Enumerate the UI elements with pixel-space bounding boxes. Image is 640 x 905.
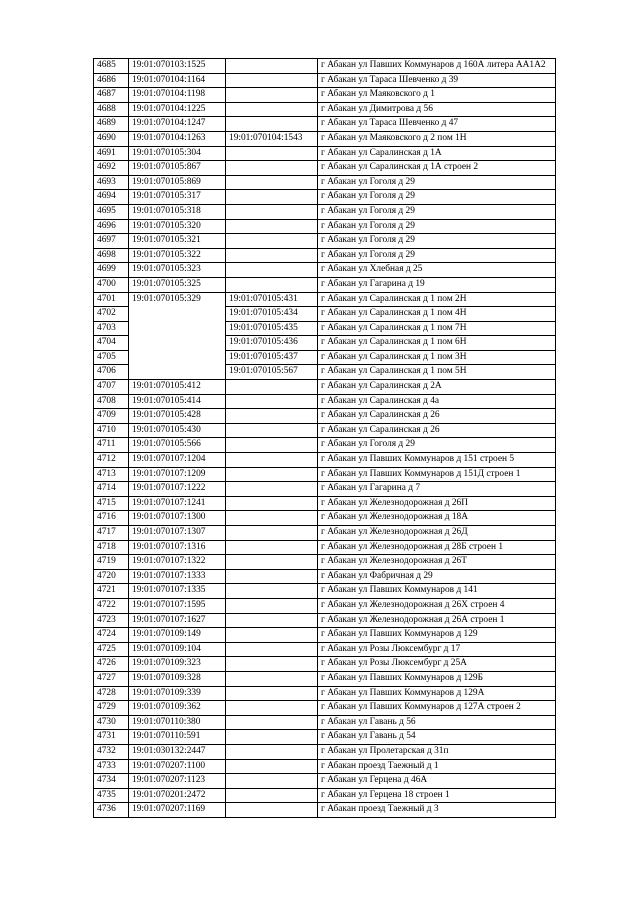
row-number: 4730: [94, 715, 129, 730]
address: г Абакан ул Тараса Шевченко д 39: [318, 73, 556, 88]
row-number: 4701: [94, 292, 129, 307]
premises-cadastral-number: [226, 219, 318, 234]
cadastral-number: 19:01:070110:380: [129, 715, 226, 730]
address: г Абакан ул Железнодорожная д 26Д: [318, 526, 556, 541]
cadastral-number: 19:01:070104:1225: [129, 102, 226, 117]
cadastral-number: 19:01:070105:867: [129, 161, 226, 176]
row-number: 4713: [94, 467, 129, 482]
address: г Абакан ул Гагарина д 19: [318, 277, 556, 292]
row-number: 4690: [94, 131, 129, 146]
cadastral-number: 19:01:030132:2447: [129, 744, 226, 759]
address: г Абакан ул Саралинская д 1 пом 3Н: [318, 350, 556, 365]
row-number: 4702: [94, 307, 129, 322]
table-row: [94, 628, 556, 643]
address: г Абакан ул Гавань д 54: [318, 730, 556, 745]
row-number: 4687: [94, 88, 129, 103]
premises-cadastral-number: [226, 642, 318, 657]
address: г Абакан ул Димитрова д 56: [318, 102, 556, 117]
table-row: [94, 701, 556, 716]
row-number: 4699: [94, 263, 129, 278]
premises-cadastral-number: [226, 277, 318, 292]
table-row: [94, 496, 556, 511]
row-number: 4710: [94, 423, 129, 438]
address: г Абакан ул Железнодорожная д 26А строен 1: [318, 613, 556, 628]
premises-cadastral-number: [226, 59, 318, 74]
premises-cadastral-number: [226, 409, 318, 424]
premises-cadastral-number: [226, 190, 318, 205]
row-number: 4718: [94, 540, 129, 555]
address: г Абакан ул Павших Коммунаров д 127А строен 2: [318, 701, 556, 716]
cadastral-number: 19:01:070105:320: [129, 219, 226, 234]
cadastral-number: 19:01:070107:1627: [129, 613, 226, 628]
address: г Абакан ул Гоголя д 29: [318, 219, 556, 234]
row-number: 4703: [94, 321, 129, 336]
premises-cadastral-number: [226, 788, 318, 803]
cadastral-number: 19:01:070107:1241: [129, 496, 226, 511]
cadastral-number: 19:01:070105:414: [129, 394, 226, 409]
address: г Абакан ул Павших Коммунаров д 129Б: [318, 671, 556, 686]
address: г Абакан ул Железнодорожная д 18А: [318, 511, 556, 526]
cadastral-number: 19:01:070104:1198: [129, 88, 226, 103]
cadastral-number: 19:01:070107:1322: [129, 555, 226, 570]
cadastral-number: 19:01:070107:1222: [129, 482, 226, 497]
premises-cadastral-number: [226, 555, 318, 570]
premises-cadastral-number: [226, 146, 318, 161]
premises-cadastral-number: [226, 482, 318, 497]
row-number: 4735: [94, 788, 129, 803]
premises-cadastral-number: 19:01:070105:437: [226, 350, 318, 365]
premises-cadastral-number: [226, 540, 318, 555]
address: г Абакан ул Герцена 18 строен 1: [318, 788, 556, 803]
table-row: [94, 467, 556, 482]
address: г Абакан проезд Таежный д 3: [318, 803, 556, 818]
row-number: 4704: [94, 336, 129, 351]
row-number: 4723: [94, 613, 129, 628]
cadastral-number: 19:01:070105:317: [129, 190, 226, 205]
cadastral-number: 19:01:070107:1204: [129, 453, 226, 468]
premises-cadastral-number: [226, 263, 318, 278]
row-number: 4696: [94, 219, 129, 234]
row-number: 4706: [94, 365, 129, 380]
address: г Абакан ул Саралинская д 1 пом 6Н: [318, 336, 556, 351]
table-row: [94, 438, 556, 453]
premises-cadastral-number: [226, 526, 318, 541]
premises-cadastral-number: [226, 511, 318, 526]
address: г Абакан ул Гоголя д 29: [318, 248, 556, 263]
table-row: [94, 569, 556, 584]
address: г Абакан ул Саралинская д 4а: [318, 394, 556, 409]
table-row: [94, 204, 556, 219]
table-row: [94, 511, 556, 526]
cadastral-number: 19:01:070103:1525: [129, 59, 226, 74]
address: г Абакан ул Саралинская д 1 пом 7Н: [318, 321, 556, 336]
row-number: 4711: [94, 438, 129, 453]
address: г Абакан ул Тараса Шевченко д 47: [318, 117, 556, 132]
table-row: [94, 409, 556, 424]
address: г Абакан ул Розы Люксембург д 17: [318, 642, 556, 657]
premises-cadastral-number: [226, 453, 318, 468]
premises-cadastral-number: 19:01:070105:567: [226, 365, 318, 380]
cadastral-number: 19:01:070105:329: [129, 292, 226, 380]
table-row: [94, 263, 556, 278]
address: г Абакан ул Гоголя д 29: [318, 190, 556, 205]
table-row: [94, 59, 556, 74]
cadastral-number: 19:01:070109:149: [129, 628, 226, 643]
cadastral-number: 19:01:070109:339: [129, 686, 226, 701]
table-row: [94, 584, 556, 599]
premises-cadastral-number: [226, 102, 318, 117]
premises-cadastral-number: 19:01:070105:431: [226, 292, 318, 307]
address: г Абакан ул Железнодорожная д 26Х строен 4: [318, 598, 556, 613]
premises-cadastral-number: [226, 423, 318, 438]
table-row: [94, 248, 556, 263]
cadastral-number: 19:01:070105:325: [129, 277, 226, 292]
row-number: 4726: [94, 657, 129, 672]
address: г Абакан ул Пролетарская д 31п: [318, 744, 556, 759]
cadastral-number: 19:01:070105:322: [129, 248, 226, 263]
cadastral-number: 19:01:070201:2472: [129, 788, 226, 803]
row-number: 4734: [94, 774, 129, 789]
row-number: 4686: [94, 73, 129, 88]
row-number: 4717: [94, 526, 129, 541]
table-row: [94, 526, 556, 541]
table-row: [94, 803, 556, 818]
row-number: 4709: [94, 409, 129, 424]
table-row: [94, 234, 556, 249]
premises-cadastral-number: [226, 496, 318, 511]
row-number: 4720: [94, 569, 129, 584]
table-row: [94, 117, 556, 132]
row-number: 4698: [94, 248, 129, 263]
row-number: 4707: [94, 380, 129, 395]
cadastral-number: 19:01:070105:321: [129, 234, 226, 249]
address: г Абакан ул Герцена д 46А: [318, 774, 556, 789]
address: г Абакан ул Железнодорожная д 28Б строен 1: [318, 540, 556, 555]
table-row: [94, 686, 556, 701]
premises-cadastral-number: [226, 569, 318, 584]
row-number: 4728: [94, 686, 129, 701]
address: г Абакан ул Павших Коммунаров д 129А: [318, 686, 556, 701]
premises-cadastral-number: [226, 234, 318, 249]
table-row: [94, 730, 556, 745]
address: г Абакан ул Маяковского д 1: [318, 88, 556, 103]
row-number: 4721: [94, 584, 129, 599]
table-row: [94, 759, 556, 774]
register-table-body: [94, 59, 556, 818]
table-row: [94, 657, 556, 672]
table-row: [94, 642, 556, 657]
address: г Абакан ул Хлебная д 25: [318, 263, 556, 278]
address: г Абакан ул Павших Коммунаров д 151 строен 5: [318, 453, 556, 468]
table-row: [94, 190, 556, 205]
premises-cadastral-number: [226, 686, 318, 701]
row-number: 4688: [94, 102, 129, 117]
premises-cadastral-number: [226, 598, 318, 613]
table-row: [94, 161, 556, 176]
address: г Абакан ул Гоголя д 29: [318, 204, 556, 219]
cadastral-number: 19:01:070107:1595: [129, 598, 226, 613]
table-row: [94, 774, 556, 789]
cadastral-number: 19:01:070109:104: [129, 642, 226, 657]
cadastral-number: 19:01:070107:1300: [129, 511, 226, 526]
row-number: 4700: [94, 277, 129, 292]
cadastral-number: 19:01:070105:323: [129, 263, 226, 278]
cadastral-number: 19:01:070104:1263: [129, 131, 226, 146]
premises-cadastral-number: 19:01:070105:435: [226, 321, 318, 336]
address: г Абакан ул Саралинская д 2А: [318, 380, 556, 395]
address: г Абакан ул Павших Коммунаров д 160А литера АА1А2: [318, 59, 556, 74]
premises-cadastral-number: [226, 467, 318, 482]
row-number: 4689: [94, 117, 129, 132]
address: г Абакан ул Павших Коммунаров д 129: [318, 628, 556, 643]
cadastral-number: 19:01:070107:1209: [129, 467, 226, 482]
premises-cadastral-number: [226, 671, 318, 686]
premises-cadastral-number: 19:01:070105:434: [226, 307, 318, 322]
premises-cadastral-number: [226, 248, 318, 263]
row-number: 4705: [94, 350, 129, 365]
row-number: 4695: [94, 204, 129, 219]
premises-cadastral-number: [226, 628, 318, 643]
row-number: 4731: [94, 730, 129, 745]
address: г Абакан ул Гоголя д 29: [318, 234, 556, 249]
address: г Абакан ул Фабричная д 29: [318, 569, 556, 584]
row-number: 4712: [94, 453, 129, 468]
premises-cadastral-number: [226, 744, 318, 759]
premises-cadastral-number: 19:01:070104:1543: [226, 131, 318, 146]
premises-cadastral-number: [226, 175, 318, 190]
table-row: [94, 744, 556, 759]
premises-cadastral-number: [226, 715, 318, 730]
row-number: 4733: [94, 759, 129, 774]
cadastral-number: 19:01:070104:1247: [129, 117, 226, 132]
premises-cadastral-number: [226, 730, 318, 745]
row-number: 4694: [94, 190, 129, 205]
cadastral-number: 19:01:070109:328: [129, 671, 226, 686]
premises-cadastral-number: [226, 161, 318, 176]
row-number: 4727: [94, 671, 129, 686]
cadastral-number: 19:01:070104:1164: [129, 73, 226, 88]
table-row: [94, 715, 556, 730]
premises-cadastral-number: [226, 117, 318, 132]
table-row: [94, 292, 556, 307]
row-number: 4729: [94, 701, 129, 716]
cadastral-number: 19:01:070207:1100: [129, 759, 226, 774]
address: г Абакан ул Саралинская д 26: [318, 409, 556, 424]
premises-cadastral-number: [226, 657, 318, 672]
row-number: 4736: [94, 803, 129, 818]
premises-cadastral-number: [226, 613, 318, 628]
table-row: [94, 146, 556, 161]
table-row: [94, 219, 556, 234]
address: г Абакан ул Гоголя д 29: [318, 175, 556, 190]
address: г Абакан ул Павших Коммунаров д 141: [318, 584, 556, 599]
cadastral-number: 19:01:070107:1307: [129, 526, 226, 541]
premises-cadastral-number: [226, 380, 318, 395]
cadastral-number: 19:01:070105:318: [129, 204, 226, 219]
premises-cadastral-number: [226, 774, 318, 789]
row-number: 4697: [94, 234, 129, 249]
cadastral-number: 19:01:070105:566: [129, 438, 226, 453]
table-row: [94, 380, 556, 395]
row-number: 4692: [94, 161, 129, 176]
table-row: [94, 277, 556, 292]
premises-cadastral-number: [226, 88, 318, 103]
premises-cadastral-number: [226, 73, 318, 88]
address: г Абакан ул Железнодорожная д 26Т: [318, 555, 556, 570]
table-row: [94, 540, 556, 555]
cadastral-number: 19:01:070107:1335: [129, 584, 226, 599]
address: г Абакан проезд Таежный д 1: [318, 759, 556, 774]
address: г Абакан ул Гагарина д 7: [318, 482, 556, 497]
cadastral-number: 19:01:070105:869: [129, 175, 226, 190]
address: г Абакан ул Саралинская д 1А: [318, 146, 556, 161]
cadastral-number: 19:01:070107:1333: [129, 569, 226, 584]
premises-cadastral-number: [226, 204, 318, 219]
register-table: [93, 58, 556, 818]
address: г Абакан ул Саралинская д 1 пом 5Н: [318, 365, 556, 380]
premises-cadastral-number: [226, 438, 318, 453]
row-number: 4719: [94, 555, 129, 570]
row-number: 4714: [94, 482, 129, 497]
table-row: [94, 394, 556, 409]
address: г Абакан ул Саралинская д 26: [318, 423, 556, 438]
row-number: 4693: [94, 175, 129, 190]
cadastral-number: 19:01:070109:362: [129, 701, 226, 716]
table-row: [94, 88, 556, 103]
row-number: 4685: [94, 59, 129, 74]
row-number: 4716: [94, 511, 129, 526]
table-row: [94, 788, 556, 803]
cadastral-number: 19:01:070105:428: [129, 409, 226, 424]
premises-cadastral-number: [226, 584, 318, 599]
table-row: [94, 671, 556, 686]
table-row: [94, 598, 556, 613]
row-number: 4708: [94, 394, 129, 409]
table-row: [94, 613, 556, 628]
table-row: [94, 555, 556, 570]
cadastral-number: 19:01:070105:304: [129, 146, 226, 161]
table-row: [94, 175, 556, 190]
address: г Абакан ул Гавань д 56: [318, 715, 556, 730]
cadastral-number: 19:01:070110:591: [129, 730, 226, 745]
address: г Абакан ул Розы Люксембург д 25А: [318, 657, 556, 672]
address: г Абакан ул Железнодорожная д 26П: [318, 496, 556, 511]
row-number: 4724: [94, 628, 129, 643]
cadastral-number: 19:01:070207:1123: [129, 774, 226, 789]
row-number: 4691: [94, 146, 129, 161]
cadastral-number: 19:01:070105:430: [129, 423, 226, 438]
table-row: [94, 482, 556, 497]
cadastral-number: 19:01:070107:1316: [129, 540, 226, 555]
premises-cadastral-number: [226, 701, 318, 716]
table-row: [94, 453, 556, 468]
premises-cadastral-number: [226, 803, 318, 818]
cadastral-number: 19:01:070109:323: [129, 657, 226, 672]
row-number: 4722: [94, 598, 129, 613]
cadastral-number: 19:01:070105:412: [129, 380, 226, 395]
row-number: 4725: [94, 642, 129, 657]
address: г Абакан ул Маяковского д 2 пом 1Н: [318, 131, 556, 146]
table-row: [94, 73, 556, 88]
table-row: [94, 131, 556, 146]
premises-cadastral-number: [226, 759, 318, 774]
row-number: 4715: [94, 496, 129, 511]
cadastral-number: 19:01:070207:1169: [129, 803, 226, 818]
address: г Абакан ул Гоголя д 29: [318, 438, 556, 453]
address: г Абакан ул Павших Коммунаров д 151Д строен 1: [318, 467, 556, 482]
premises-cadastral-number: 19:01:070105:436: [226, 336, 318, 351]
address: г Абакан ул Саралинская д 1А строен 2: [318, 161, 556, 176]
address: г Абакан ул Саралинская д 1 пом 4Н: [318, 307, 556, 322]
address: г Абакан ул Саралинская д 1 пом 2Н: [318, 292, 556, 307]
row-number: 4732: [94, 744, 129, 759]
table-row: [94, 423, 556, 438]
table-row: [94, 102, 556, 117]
premises-cadastral-number: [226, 394, 318, 409]
